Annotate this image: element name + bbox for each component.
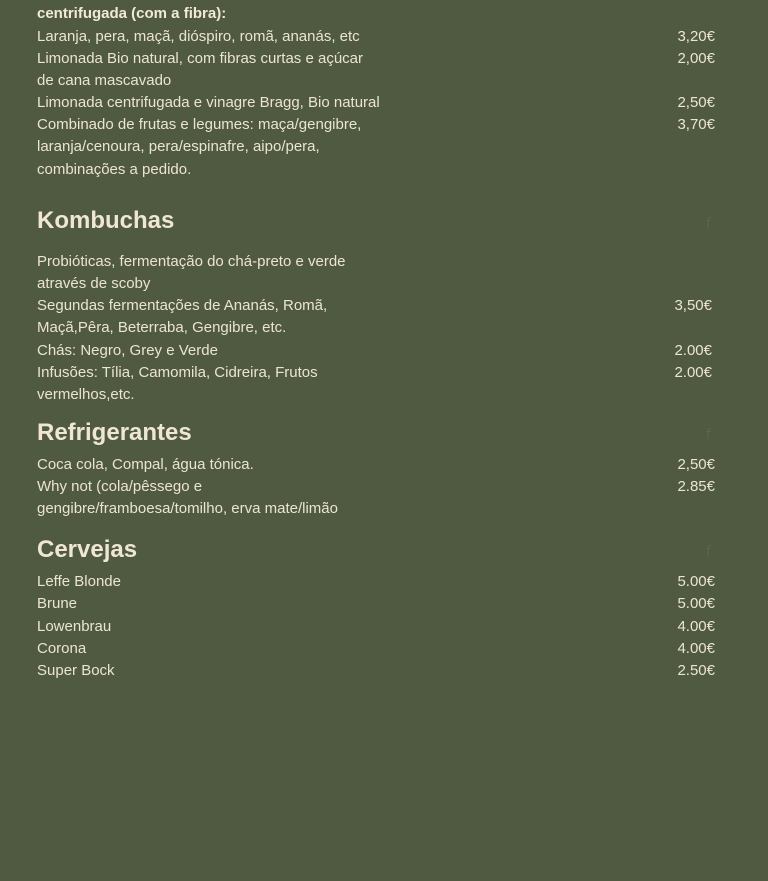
menu-item-price: 2.85€ bbox=[677, 478, 715, 495]
section-title-kombuchas: Kombuchas bbox=[37, 207, 175, 234]
menu-item-text: Limonada Bio natural, com fibras curtas e açúcar de cana mascavado bbox=[37, 50, 363, 90]
menu-item-price: 5.00€ bbox=[677, 573, 715, 590]
menu-item-text: Leffe Blonde bbox=[37, 573, 121, 590]
menu-item-price: 2.50€ bbox=[677, 662, 715, 679]
menu-item-text: Coca cola, Compal, água tónica. bbox=[37, 456, 254, 473]
menu-item-text: Chás: Negro, Grey e Verde bbox=[37, 342, 218, 359]
menu-item-price: 2,50€ bbox=[677, 94, 715, 111]
menu-item-price: 2,50€ bbox=[677, 456, 715, 473]
menu-item-text: Segundas fermentações de Ananás, Romã, Maçã,Pêra, Beterraba, Gengibre, etc. bbox=[37, 297, 328, 337]
menu-item-text: Probióticas, fermentação do chá-preto e verde através de scoby bbox=[37, 253, 346, 293]
section-title-cervejas: Cervejas bbox=[37, 536, 138, 563]
menu-item-text: Laranja, pera, maçã, dióspiro, romã, ananás, etc bbox=[37, 28, 360, 45]
menu-item-text: Lowenbrau bbox=[37, 618, 112, 635]
menu-item-price: 3,70€ bbox=[677, 116, 715, 133]
menu-item-text: Why not (cola/pêssego e gengibre/framboesa/tomilho, erva mate/limão bbox=[37, 478, 338, 518]
menu-item-price: 3,20€ bbox=[677, 28, 715, 45]
menu-item-price: 4.00€ bbox=[677, 640, 715, 657]
menu-item-price: 2.00€ bbox=[674, 364, 712, 381]
menu-item-price: 5.00€ bbox=[677, 595, 715, 612]
menu-item-text: Super Bock bbox=[37, 662, 115, 679]
section-mark: f bbox=[706, 427, 711, 443]
section-mark: f bbox=[706, 544, 711, 560]
menu-item-text: Limonada centrifugada e vinagre Bragg, Bio natural bbox=[37, 94, 380, 111]
menu-item-text: Brune bbox=[37, 595, 78, 612]
menu-item-price: 2.00€ bbox=[674, 342, 712, 359]
menu-item-text: Corona bbox=[37, 640, 87, 657]
menu-item-price: 3,50€ bbox=[674, 297, 712, 314]
section-mark: f bbox=[706, 216, 711, 232]
menu-item-price: 2,00€ bbox=[677, 50, 715, 67]
section-title-refrigerantes: Refrigerantes bbox=[37, 419, 192, 446]
menu-item-text: Combinado de frutas e legumes: maça/gengibre, laranja/cenoura, pera/espinafre, aipo/pera, combinações a pedido. bbox=[37, 116, 362, 178]
section-heading-centrifugada: centrifugada (com a fibra): bbox=[37, 5, 227, 22]
menu-item-price: 4.00€ bbox=[677, 618, 715, 635]
menu-item-text: Infusões: Tília, Camomila, Cidreira, Frutos vermelhos,etc. bbox=[37, 364, 318, 404]
